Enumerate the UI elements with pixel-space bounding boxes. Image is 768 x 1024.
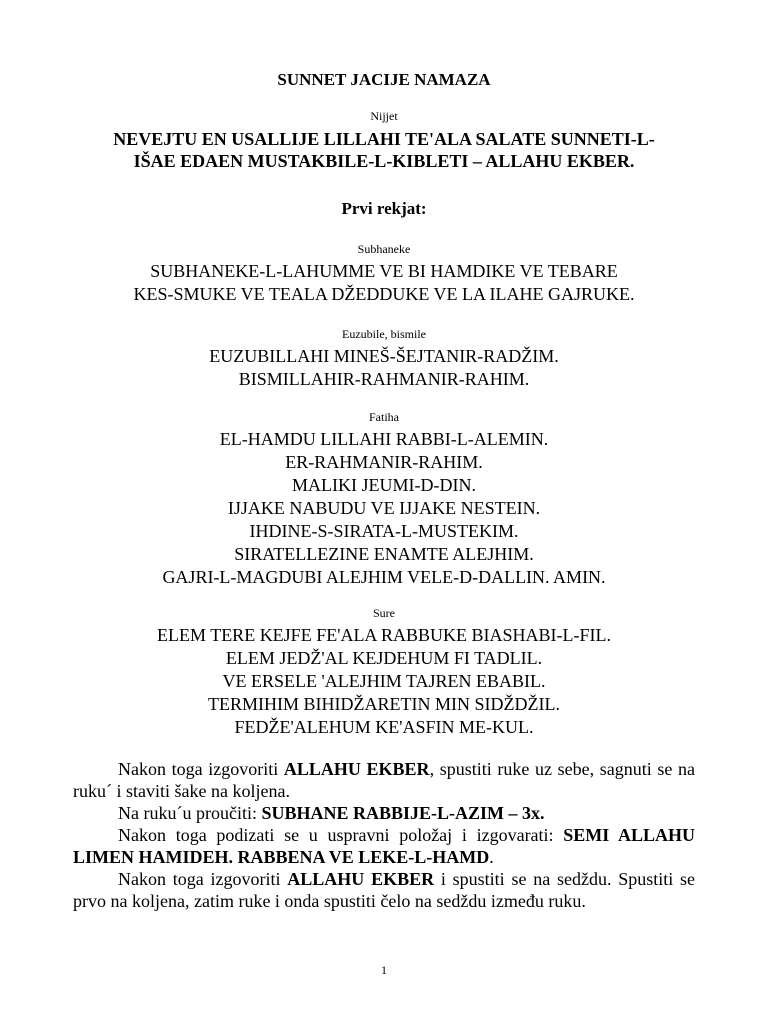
subhaneke-line: SUBHANEKE-L-LAHUMME VE BI HAMDIKE VE TEBARE <box>150 261 618 281</box>
sure-line: VE ERSELE 'ALEJHIM TAJREN EBABIL. <box>222 671 546 691</box>
instruction-paragraph <box>73 824 695 868</box>
euzubile-label: Euzubile, bismile <box>342 327 426 341</box>
fatiha-line: GAJRI-L-MAGDUBI ALEJHIM VELE-D-DALLIN. AMIN. <box>162 567 606 587</box>
instruction-text: . <box>540 803 545 823</box>
page-title: SUNNET JACIJE NAMAZA <box>277 70 491 89</box>
section-heading: Prvi rekjat: <box>341 199 427 218</box>
euzubile-section <box>0 326 768 391</box>
sure-line: FEDŽE'ALEHUM KE'ASFIN ME-KUL. <box>234 717 534 737</box>
subhaneke-section <box>0 241 768 306</box>
instruction-text: Nakon toga izgovoriti <box>118 759 284 779</box>
fatiha-line: MALIKI JEUMI-D-DIN. <box>292 475 476 495</box>
instruction-paragraph <box>73 868 695 912</box>
sure-section <box>0 605 768 739</box>
instruction-text: Na ruku´u proučiti: <box>118 803 262 823</box>
sure-line: TERMIHIM BIHIDŽARETIN MIN SIDŽDŽIL. <box>208 694 560 714</box>
instruction-text: Nakon toga izgovoriti <box>118 869 288 889</box>
sure-label: Sure <box>373 606 395 620</box>
instruction-paragraph <box>73 802 695 824</box>
instruction-text: . <box>489 847 494 867</box>
instruction-emphasis: SEMI ALLAHU LIMEN HAMIDEH. RABBENA VE LEKE-L-HAMD <box>73 825 696 867</box>
instruction-emphasis: SUBHANE RABBIJE-L-AZIM – 3x <box>261 803 541 823</box>
subhaneke-line: KES-SMUKE VE TEALA DŽEDDUKE VE LA ILAHE GAJRUKE. <box>133 284 635 304</box>
instructions-body <box>73 758 695 912</box>
fatiha-line: IJJAKE NABUDU VE IJJAKE NESTEIN. <box>227 498 541 518</box>
fatiha-line: IHDINE-S-SIRATA-L-MUSTEKIM. <box>249 521 519 541</box>
fatiha-line: ER-RAHMANIR-RAHIM. <box>285 452 483 472</box>
sure-line: ELEM TERE KEJFE FE'ALA RABBUKE BIASHABI-L-FIL. <box>157 625 611 645</box>
page-number: 1 <box>381 963 387 977</box>
instruction-text: Nakon toga podizati se u uspravni položaj i izgovarati: <box>118 825 564 845</box>
fatiha-label: Fatiha <box>369 410 399 424</box>
instruction-emphasis: ALLAHU EKBER <box>287 869 435 889</box>
fatiha-line: EL-HAMDU LILLAHI RABBI-L-ALEMIN. <box>219 429 549 449</box>
nijjet-line: IŠAE EDAEN MUSTAKBILE-L-KIBLETI – ALLAHU EKBER. <box>133 151 635 171</box>
nijjet-label: Nijjet <box>370 109 398 123</box>
sure-line: ELEM JEDŽ'AL KEJDEHUM FI TADLIL. <box>225 648 543 668</box>
euzubile-line: EUZUBILLAHI MINEŠ-ŠEJTANIR-RADŽIM. <box>209 346 559 366</box>
nijjet-line: NEVEJTU EN USALLIJE LILLAHI TE'ALA SALATE SUNNETI-L- <box>113 129 655 149</box>
euzubile-line: BISMILLAHIR-RAHMANIR-RAHIM. <box>238 369 530 389</box>
nijjet-section <box>0 108 768 172</box>
fatiha-section <box>0 409 768 589</box>
fatiha-line: SIRATELLEZINE ENAMTE ALEJHIM. <box>234 544 534 564</box>
instruction-text: i spustiti se na sedždu. Spustiti se prvo na koljena, zatim ruke i onda spustiti čelo na sedždu između ruku. <box>73 869 696 911</box>
instruction-paragraph <box>73 758 695 802</box>
subhaneke-label: Subhaneke <box>357 242 411 256</box>
instruction-text: , spustiti ruke uz sebe, sagnuti se na ruku´ i staviti šake na koljena. <box>73 759 695 801</box>
instruction-emphasis: ALLAHU EKBER <box>283 759 430 779</box>
